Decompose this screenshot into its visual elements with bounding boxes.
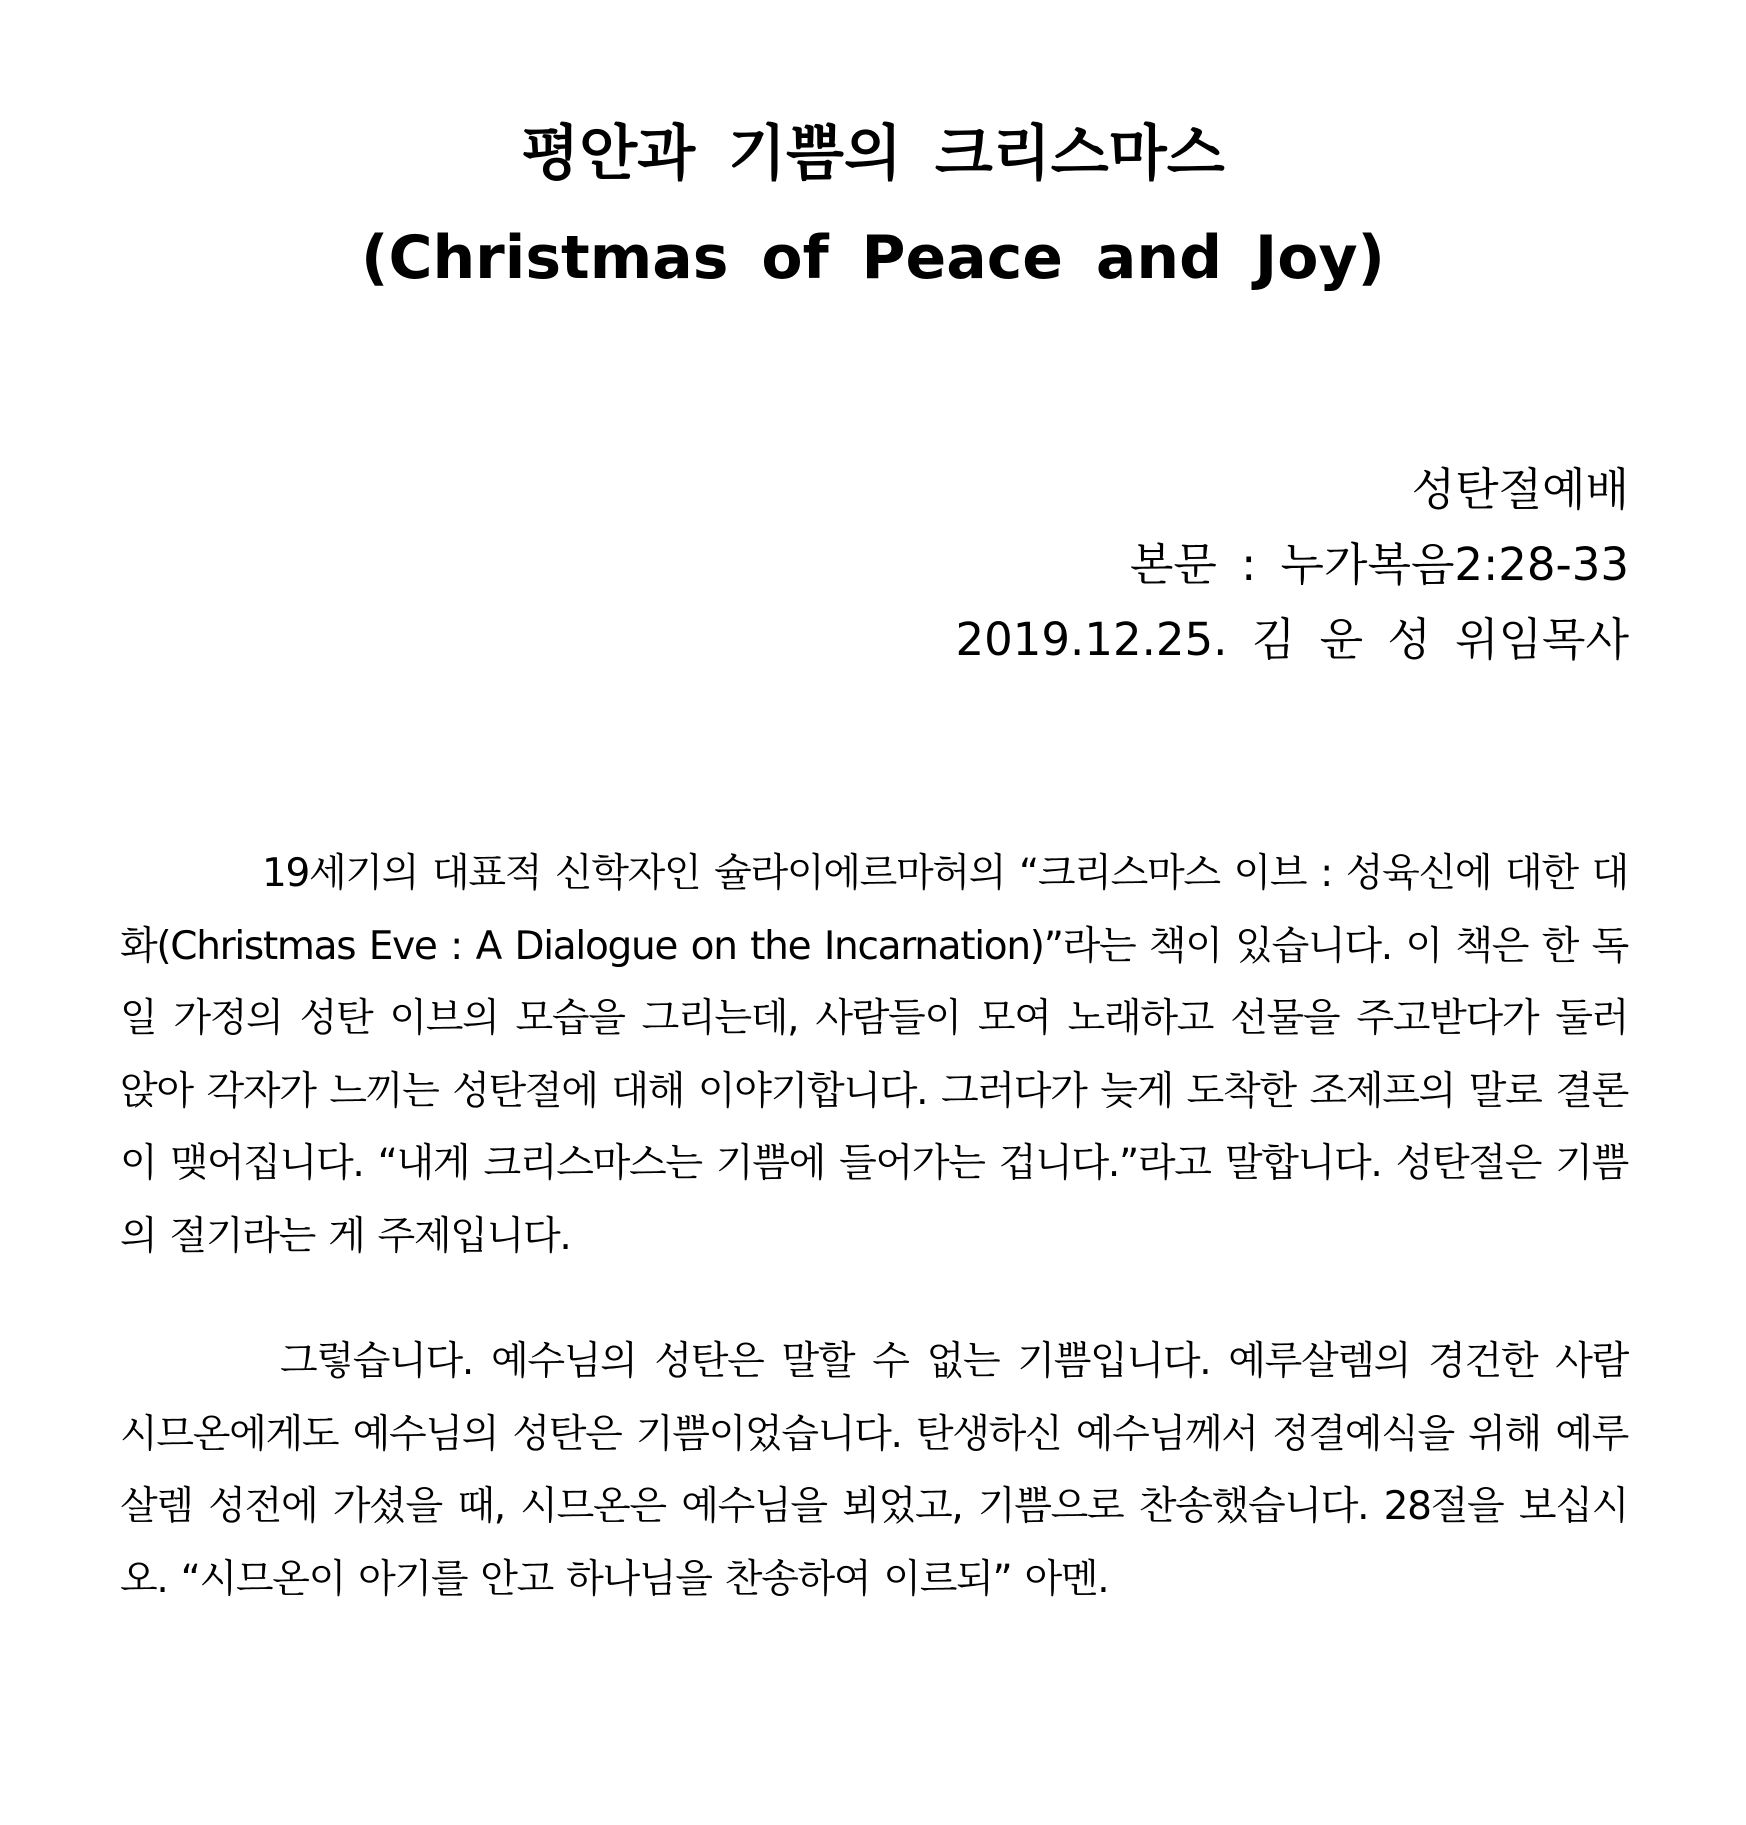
date-and-author: 2019.12.25. 김 운 성 위임목사 xyxy=(955,613,1629,666)
title-block xyxy=(0,102,1746,310)
sermon-meta xyxy=(629,452,1629,677)
service-name: 성탄절예배 xyxy=(1411,463,1629,516)
body-paragraph-2-container xyxy=(120,1326,1628,1616)
scripture-reference: 본문 : 누가복음2:28-33 xyxy=(1129,538,1629,591)
page-title-english: (Christmas of Peace and Joy) xyxy=(361,223,1385,293)
body-paragraph: 19세기의 대표적 신학자인 슐라이에르마허의 “크리스마스 이브 : 성육신에 대한 대화(Christmas Eve : A Dialogue on the Incarnation)”라는 책이 있습니다. 이 책은 한 독일 가정의 성탄 이브의 모습을 그리는데, 사람들이 모여 노래하고 선물을 주고받다가 둘러 앉아 각자가 느끼는 성탄절에 대해 이야기합니다. 그러다가 늦게 도착한 조제프의 말로 결론이 맺어집니다. “내게 크리스마스는 기쁨에 들어가는 겁니다.”라고 말합니다. 성탄절은 기쁨의 절기라는 게 주제입니다. xyxy=(120,851,1628,1259)
body-paragraph: 그렇습니다. 예수님의 성탄은 말할 수 없는 기쁨입니다. 예루살렘의 경건한 사람 시므온에게도 예수님의 성탄은 기쁨이었습니다. 탄생하신 예수님께서 정결예식을 위해 예루살렘 성전에 가셨을 때, 시므온은 예수님을 뵈었고, 기쁨으로 찬송했습니다. 28절을 보십시오. “시므온이 아기를 안고 하나님을 찬송하여 이르되” 아멘. xyxy=(120,1339,1628,1602)
page-title-korean: 평안과 기쁨의 크리스마스 xyxy=(521,119,1225,189)
body-paragraph-1-container xyxy=(120,838,1628,1273)
